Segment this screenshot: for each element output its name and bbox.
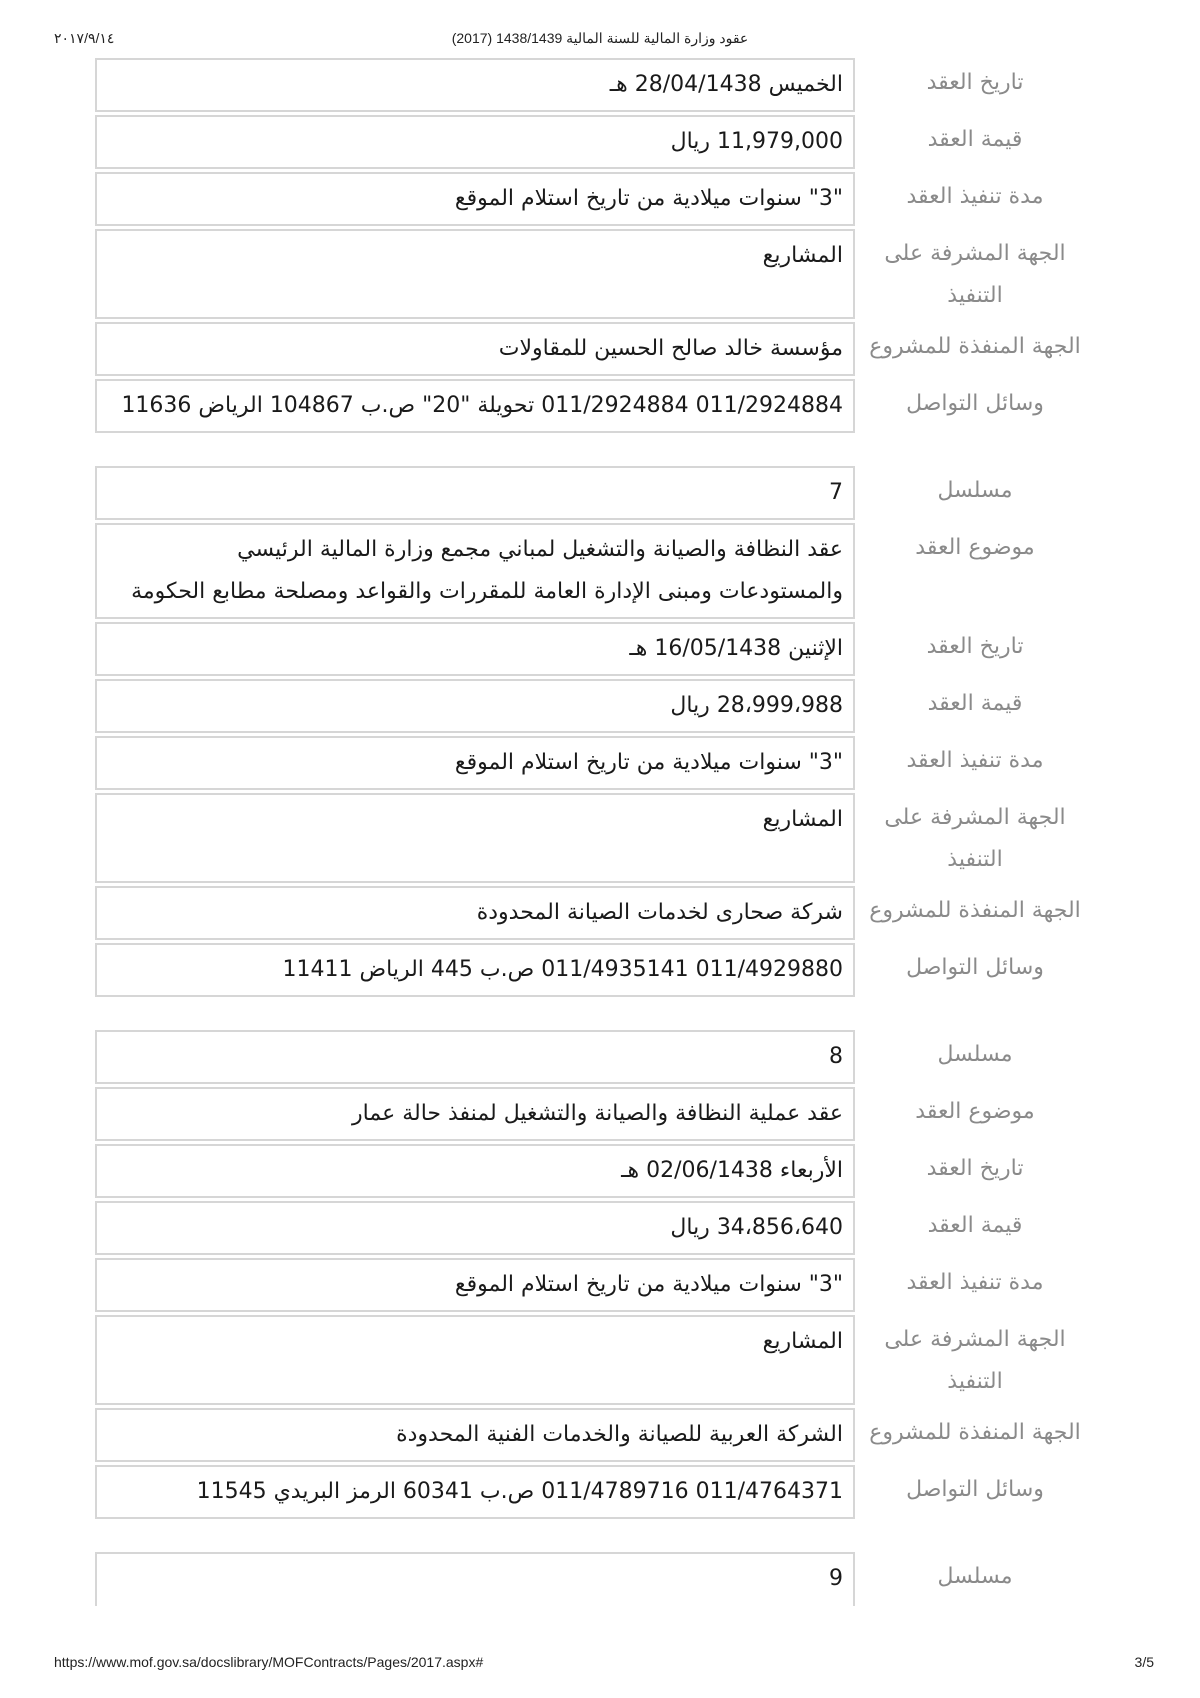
supervisor-label: الجهة المشرفة على التنفيذ (884, 805, 1066, 872)
contract-date-value: الأربعاء 02/06/1438 هـ (95, 1144, 855, 1198)
contact-label: وسائل التواصل (906, 391, 1044, 416)
contract-duration-row (95, 736, 1095, 790)
contract-duration-label: مدة تنفيذ العقد (906, 1270, 1044, 1295)
contact-value: 011/4764371 011/4789716 ص.ب 60341 الرمز البريدي 11545 (95, 1465, 855, 1519)
subject-value: عقد عملية النظافة والصيانة والتشغيل لمنفذ حالة عمار (95, 1087, 855, 1141)
contractor-value: شركة صحارى لخدمات الصيانة المحدودة (95, 886, 855, 940)
contracts-list (95, 58, 1095, 1639)
page-url: https://www.mof.gov.sa/docslibrary/MOFContracts/Pages/2017.aspx# (54, 1654, 484, 1670)
subject-row (95, 1087, 1095, 1141)
contact-row (95, 379, 1095, 433)
supervisor-row (95, 793, 1095, 883)
contract-record (95, 466, 1095, 997)
serial-row (95, 466, 1095, 520)
contract-duration-value: "3" سنوات ميلادية من تاريخ استلام الموقع (95, 1258, 855, 1312)
contract-value-value: 11,979,000 ريال (95, 115, 855, 169)
contract-date-row (95, 622, 1095, 676)
contractor-row (95, 1408, 1095, 1462)
contract-duration-row (95, 1258, 1095, 1312)
contractor-value: الشركة العربية للصيانة والخدمات الفنية المحدودة (95, 1408, 855, 1462)
supervisor-value: المشاريع (95, 229, 855, 319)
contract-date-row (95, 58, 1095, 112)
print-footer (0, 1654, 1200, 1678)
contractor-label: الجهة المنفذة للمشروع (869, 898, 1081, 923)
subject-label: موضوع العقد (915, 1099, 1035, 1124)
subject-row (95, 523, 1095, 619)
contact-label: وسائل التواصل (906, 955, 1044, 980)
subject-value: عقد النظافة والصيانة والتشغيل لمباني مجمع وزارة المالية الرئيسي والمستودعات ومبنى الإدارة العامة للمقررات والقواعد ومصلحة مطابع الحكومة (95, 523, 855, 619)
supervisor-label: الجهة المشرفة على التنفيذ (884, 241, 1066, 308)
serial-row (95, 1030, 1095, 1084)
contract-duration-value: "3" سنوات ميلادية من تاريخ استلام الموقع (95, 736, 855, 790)
supervisor-value: المشاريع (95, 793, 855, 883)
contract-date-label: تاريخ العقد (926, 70, 1024, 95)
contact-label: وسائل التواصل (906, 1477, 1044, 1502)
print-date: ٢٠١٧/٩/١٤ (54, 30, 115, 46)
contract-date-label: تاريخ العقد (926, 634, 1024, 659)
contract-value-row (95, 679, 1095, 733)
contract-record (95, 1030, 1095, 1519)
supervisor-label: الجهة المشرفة على التنفيذ (884, 1327, 1066, 1394)
supervisor-value: المشاريع (95, 1315, 855, 1405)
serial-row (95, 1552, 1095, 1606)
contract-duration-value: "3" سنوات ميلادية من تاريخ استلام الموقع (95, 172, 855, 226)
contract-value-row (95, 1201, 1095, 1255)
contact-value: 011/4929880 011/4935141 ص.ب 445 الرياض 11411 (95, 943, 855, 997)
contract-duration-label: مدة تنفيذ العقد (906, 748, 1044, 773)
subject-label: موضوع العقد (915, 535, 1035, 560)
contractor-row (95, 886, 1095, 940)
contract-date-label: تاريخ العقد (926, 1156, 1024, 1181)
serial-value: 7 (95, 466, 855, 520)
contractor-label: الجهة المنفذة للمشروع (869, 334, 1081, 359)
supervisor-row (95, 1315, 1095, 1405)
contract-value-row (95, 115, 1095, 169)
contractor-label: الجهة المنفذة للمشروع (869, 1420, 1081, 1445)
contact-row (95, 943, 1095, 997)
serial-label: مسلسل (937, 1564, 1013, 1589)
contact-row (95, 1465, 1095, 1519)
contract-duration-row (95, 172, 1095, 226)
contract-date-value: الخميس 28/04/1438 هـ (95, 58, 855, 112)
serial-value: 9 (95, 1552, 855, 1606)
contract-value-label: قيمة العقد (927, 127, 1023, 152)
contract-value-label: قيمة العقد (927, 691, 1023, 716)
contract-value-value: 34،856،640 ريال (95, 1201, 855, 1255)
print-header (0, 30, 1200, 54)
contract-duration-label: مدة تنفيذ العقد (906, 184, 1044, 209)
contractor-value: مؤسسة خالد صالح الحسين للمقاولات (95, 322, 855, 376)
contract-date-value: الإثنين 16/05/1438 هـ (95, 622, 855, 676)
contract-date-row (95, 1144, 1095, 1198)
contract-value-label: قيمة العقد (927, 1213, 1023, 1238)
contract-record (95, 58, 1095, 433)
contact-value: 011/2924884 011/2924884 تحويلة "20" ص.ب 104867 الرياض 11636 (95, 379, 855, 433)
page-number: 3/5 (1134, 1654, 1154, 1670)
print-title: (عقود وزارة المالية للسنة المالية 1438/1439 (2017 (451, 30, 749, 46)
supervisor-row (95, 229, 1095, 319)
serial-value: 8 (95, 1030, 855, 1084)
serial-label: مسلسل (937, 478, 1013, 503)
contractor-row (95, 322, 1095, 376)
serial-label: مسلسل (937, 1042, 1013, 1067)
contract-value-value: 28،999،988 ريال (95, 679, 855, 733)
contract-record (95, 1552, 1095, 1606)
